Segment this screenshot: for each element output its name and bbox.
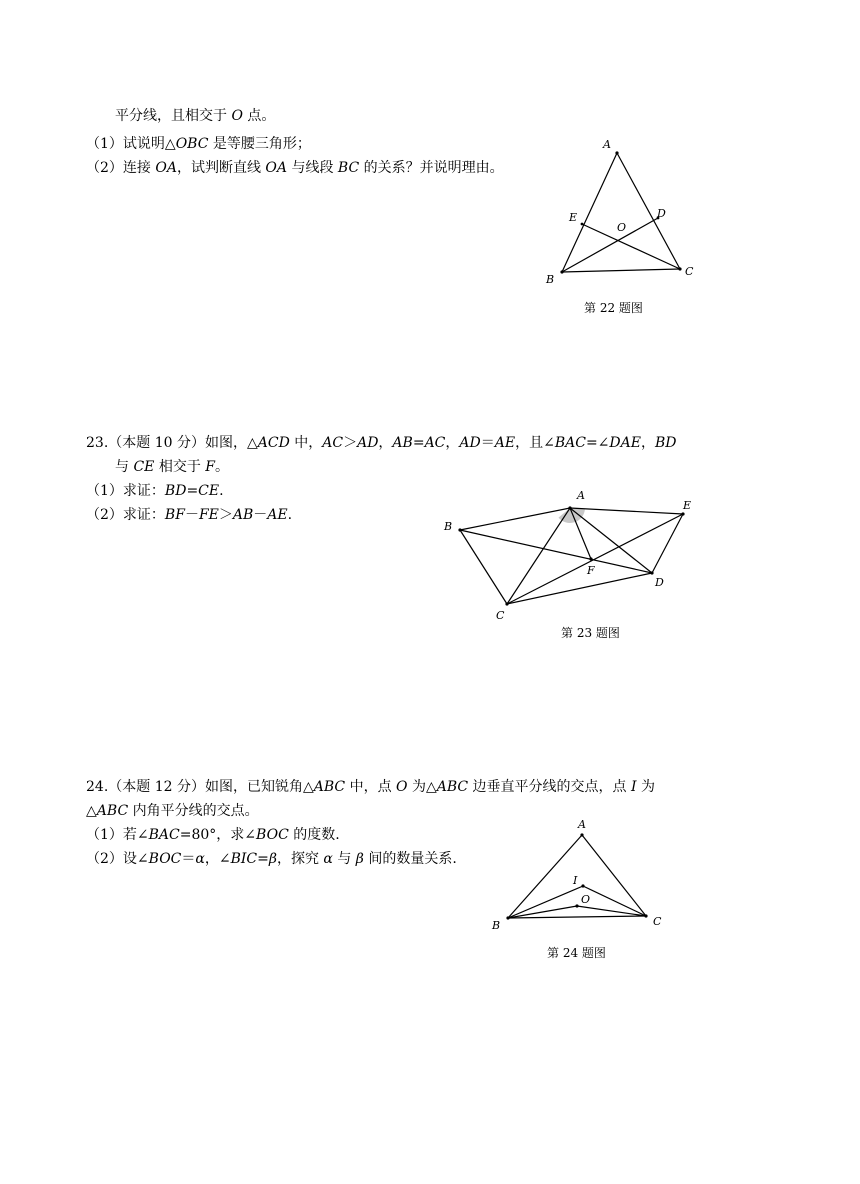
q24-line-2: △ABC 内角平分线的交点。: [86, 803, 259, 819]
label-D: D: [657, 207, 666, 220]
label-B: B: [492, 919, 501, 932]
q23-line-1: 23.（本题 10 分）如图，△ACD 中，AC＞AD，AB=AC，AD＝AE，且∠BAC=∠DAE，BD: [86, 435, 677, 451]
label-I: I: [573, 874, 578, 887]
label-B: B: [546, 273, 555, 286]
q23-line-2: 与 CE 相交于 F。: [115, 459, 230, 475]
label-E: E: [683, 499, 692, 512]
q23-part-2: （2）求证：BF－FE＞AB－AE.: [86, 507, 293, 523]
label-D: D: [655, 576, 664, 589]
q22-line-0: 平分线，且相交于 O 点。: [115, 108, 276, 124]
q24-part-1: （1）若∠BAC=80°，求∠BOC 的度数.: [86, 827, 340, 843]
q22-part-2: （2）连接 OA，试判断直线 OA 与线段 BC 的关系？并说明理由。: [86, 160, 504, 176]
label-O: O: [617, 221, 627, 234]
label-F: F: [587, 564, 595, 577]
label-C: C: [496, 609, 505, 622]
label-C: C: [653, 915, 662, 928]
figure-22-caption: 第 22 题图: [584, 301, 643, 315]
figure-22: [540, 130, 710, 295]
label-A: A: [578, 818, 586, 831]
figure-24-diagram: [480, 810, 680, 935]
label-A: A: [577, 489, 585, 502]
label-C: C: [685, 265, 694, 278]
q23-part-1: （1）求证：BD=CE.: [86, 483, 224, 499]
label-O: O: [581, 893, 591, 906]
q24-part-2: （2）设∠BOC＝α，∠BIC=β，探究 α 与 β 间的数量关系.: [86, 851, 457, 867]
figure-23: [430, 480, 710, 630]
q22-part-1: （1）试说明△OBC 是等腰三角形；: [86, 136, 311, 152]
figure-23-diagram: [430, 480, 710, 630]
label-B: B: [444, 520, 453, 533]
figure-23-caption: 第 23 题图: [561, 626, 620, 640]
q24-line-1: 24.（本题 12 分）如图，已知锐角△ABC 中，点 O 为△ABC 边垂直平分线的交点，点 I 为: [86, 779, 655, 795]
figure-22-diagram: [540, 130, 710, 295]
label-E: E: [569, 211, 578, 224]
figure-24-caption: 第 24 题图: [547, 946, 606, 960]
label-A: A: [603, 138, 611, 151]
figure-24: [480, 810, 680, 935]
